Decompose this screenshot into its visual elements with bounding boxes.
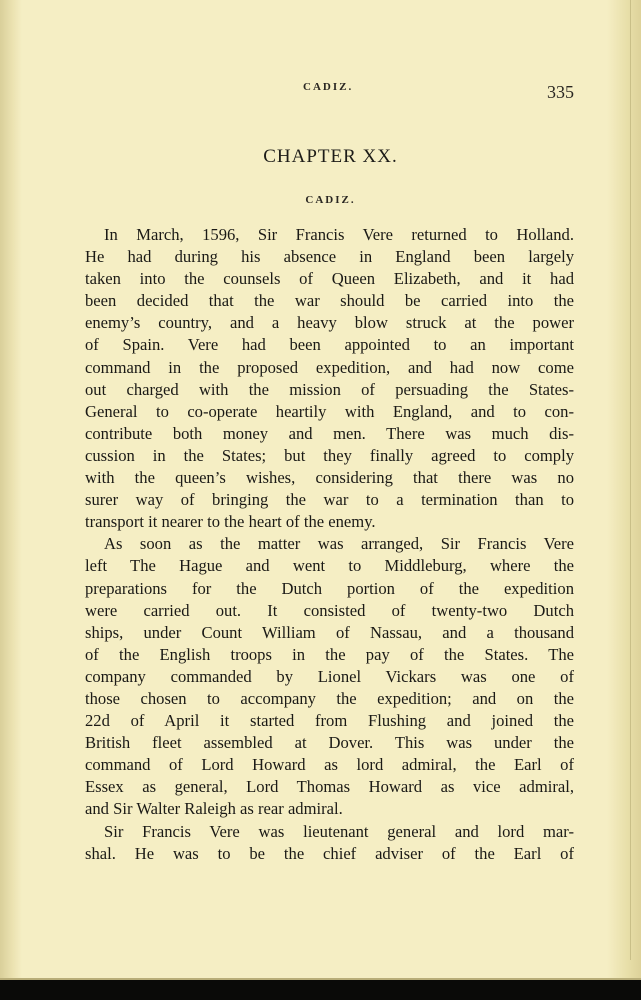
text-line: General to co-operate heartily with England, and to con-: [85, 401, 574, 421]
paragraph: [85, 224, 574, 533]
text-line: command of Lord Howard as lord admiral, the Earl of: [85, 755, 574, 775]
page-number: 335: [547, 82, 574, 102]
text-line: British fleet assembled at Dover. This was under the: [85, 733, 574, 753]
text-line: contribute both money and men. There was much dis-: [85, 423, 574, 443]
text-line: Sir Francis Vere was lieutenant general and lord mar-: [104, 821, 574, 841]
text-line: were carried out. It consisted of twenty-two Dutch: [85, 600, 574, 620]
text-line: Essex as general, Lord Thomas Howard as vice admiral,: [85, 777, 574, 797]
text-line: cussion in the States; but they finally agreed to comply: [85, 445, 574, 465]
text-line: preparations for the Dutch portion of the expedition: [85, 578, 574, 598]
chapter-subtitle-row: [0, 194, 641, 206]
text-line: of Spain. Vere had been appointed to an important: [85, 335, 574, 355]
page-edge-line: [630, 0, 631, 960]
chapter-subtitle: CADIZ.: [305, 194, 356, 206]
chapter-title: CHAPTER XX.: [263, 146, 398, 167]
paragraph: [85, 533, 574, 820]
text-line: 22d of April it started from Flushing and joined the: [85, 711, 574, 731]
body-text: [85, 224, 574, 865]
running-head: CADIZ.: [303, 81, 354, 93]
text-line: taken into the counsels of Queen Elizabeth, and it had: [85, 269, 574, 289]
text-line: ships, under Count William of Nassau, and a thousand: [85, 622, 574, 642]
text-line: surer way of bringing the war to a termination than to: [85, 490, 574, 510]
text-line: left The Hague and went to Middleburg, where the: [85, 556, 574, 576]
text-line: In March, 1596, Sir Francis Vere returned to Holland.: [104, 225, 574, 244]
text-line: transport it nearer to the heart of the enemy.: [85, 512, 376, 532]
scan-bottom-border: [0, 980, 641, 1000]
text-line: with the queen’s wishes, considering that there was no: [85, 468, 574, 488]
text-line: He had during his absence in England been largely: [85, 247, 574, 267]
text-line: those chosen to accompany the expedition; and on the: [85, 688, 574, 708]
text-line: and Sir Walter Raleigh as rear admiral.: [85, 799, 343, 819]
text-line: command in the proposed expedition, and had now come: [85, 357, 574, 377]
text-line: out charged with the mission of persuading the States-: [85, 379, 574, 399]
text-line: As soon as the matter was arranged, Sir Francis Vere: [104, 534, 574, 554]
text-line: company commanded by Lionel Vickars was one of: [85, 666, 574, 686]
paragraph: [85, 821, 574, 865]
chapter-title-row: [0, 146, 641, 168]
text-line: shal. He was to be the chief adviser of the Earl of: [85, 843, 574, 863]
text-line: enemy’s country, and a heavy blow struck at the power: [85, 313, 574, 333]
text-line: been decided that the war should be carried into the: [85, 291, 574, 311]
text-line: of the English troops in the pay of the States. The: [85, 644, 574, 664]
